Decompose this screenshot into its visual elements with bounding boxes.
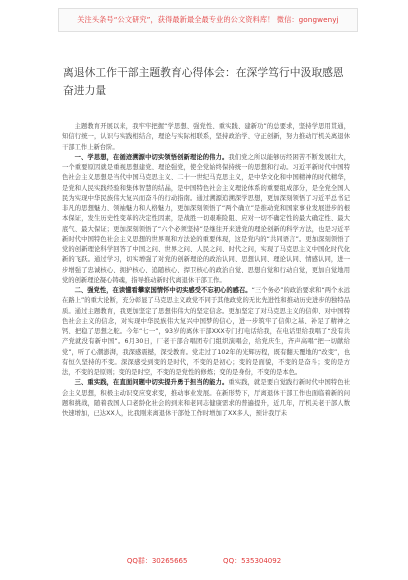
paragraph-intro — [62, 122, 350, 153]
section-heading: 二、强党性，在读懂看攀家国情怀中切实感受不忘初心的感召。 — [74, 287, 252, 294]
paragraph-section-1 — [62, 153, 350, 286]
paragraph-text: “三个务必”的政治要求和“两个永远在路上”的重大论断，充分彰显了马克思主义政党不同于其他政党的无比先进性和推动历史进步的独特品质。通过主题教育，我更加坚定了思想伟伟大的坚定信念。更加坚定了对马克思主义的信仰、对中国特色社会主义的信念，对实现中华民族伟大复兴中国梦的信心，进一步筑牢了信仰之基、补足了精神之钙、把稳了思想之舵。今年“七一”，93岁的离休干部XXX专门打电话给我，在电话里给我唱了“没有共产党就没有新中国”。6月30日，厂老干部合唱团专门组织演唱会，给党庆生，齐声高唱“把一切献给党”，听了心潮澎湃，我深感震撼，深受教育。党走过了102年的光辉历程，既有翻天覆地的“改变”，也有恒久坚持的不变。深深感受到变的是时代，不变的是初心；变的是面貌，不变的是奋斗；变的是方法，不变的是原则；变的是时空，不变的是党性的修炼；变的是身份，不变的是本色。 — [62, 287, 350, 376]
section-heading: 三、重实践，在直面问题中切实提升勇于担当的能力。 — [74, 379, 229, 387]
section-heading: 一、学思想，在循迹溯源中切实领悟创新理论的伟力。 — [74, 153, 229, 161]
paragraph-section-3 — [62, 378, 350, 419]
document-body — [62, 122, 350, 419]
top-banner — [58, 8, 358, 32]
footer-contact — [0, 548, 408, 567]
banner-text: 关注头条号“公文研究”，获得最新最全最专业的公文资料库！ 微信：gongwenyj — [77, 15, 339, 24]
paragraph-section-2 — [62, 286, 350, 378]
paragraph-text: 主题教育开展以来，我牢牢把握“学思想、强党性、重实践、建新功”的总要求，坚持学思用贯通，知信行统一，认识与实践相结合，理论与实际相联系，坚持政治学、守正创新，努力推动厅机关离退休干部工作上新台阶。 — [62, 123, 350, 151]
document-title: 离退休工作干部主题教育心得体会：在深学笃行中汲取感恩奋进力量 — [63, 66, 344, 97]
paragraph-text: 重实践，就是要自觉践行新时代中国特色社会主义思想，积极主动识变应变求变，推动事业发展。在新形势下，厅离退休干部工作也面临着新的问题和挑战，随着我国人口老龄化社会的到来和老同志健康需求的普遍提升，近几年，厅机关老干部人数快速增加，已达XX人，比我刚来离退休干部处工作时增加了XX多人，预计我厅未 — [62, 379, 351, 417]
paragraph-text: 我们党之所以能够历经困苦不断发展壮大，一个重要原因就是重视思想建党、理论强党，使全党始终保持统一的思想和行动。习近平新时代中国特色社会主义思想是当代中国马克思主义、二十一世纪马克思主义，是中华文化和中国精神的时代精华，是党和人民实践经验和集体智慧的结晶，是中国特色社会主义理论体系的重要组成部分，是全党全国人民为实现中华民族伟大复兴而奋斗的行动指南。通过溯源追溯深学思想，更加深刻领悟了习近平总书记非凡的思想魅力、领袖魅力和人格魅力，更加深刻领悟了“两个确立”是推动党和国家事业发展进步的根本保证，发生历史性变革的决定性因素，是战胜一切艰难险阻、应对一切不确定性的最大确定性、最大底气、最大保证；更加深刻领悟了“六个必须坚持”是继往开来进党的理论创新的科学方法，也是习近平新时代中国特色社会主义思想的世界观和方法论的重要体现，这是党内的“共同语言”。更加深刻领悟了党的创新理论科学回答了中国之问、世界之问、人民之问、时代之问，实现了马克思主义中国化时代化新的飞跃。通过学习，切实增强了对党的创新理论的政治认同、思想认同、理论认同、情感认同，进一步增强了忠诚核心、拥护核心、追随核心、捍卫核心的政治自觉、思想自觉和行动自觉，更加自觉地用党的创新理论凝心铸魂，指导推动新时代离退休干部工作。 — [62, 153, 351, 284]
footer-text: QQ群：30265665 QQ：535304092 — [126, 557, 282, 565]
